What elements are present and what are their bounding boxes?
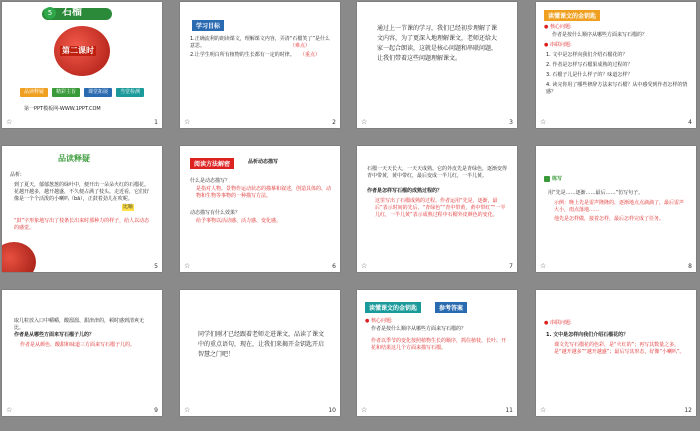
slide-star-icon: ☆: [540, 118, 547, 126]
slide-star-icon: ☆: [361, 118, 368, 126]
pomegranate-corner-image: [2, 242, 36, 272]
slide-thumbnail-4[interactable]: [536, 2, 696, 128]
slide-number: 9: [154, 407, 158, 414]
slide-star-icon: ☆: [361, 262, 368, 270]
button-tuozhan[interactable]: 课堂拓展: [84, 88, 112, 97]
practice-line-2: 示例：晚上先是雷声隆隆的，逐渐地点点滴滴了，最后雷声大小，雨点落地……: [554, 200, 685, 213]
slide-thumbnail-1[interactable]: [2, 2, 162, 128]
slide-number: 11: [505, 407, 513, 414]
slide-title: 石榴: [62, 7, 82, 18]
pencil-icon: [544, 176, 550, 182]
objective-tag-2: （重点）: [300, 52, 321, 58]
slide-star-icon: ☆: [540, 406, 547, 414]
slide-thumbnail-6[interactable]: [180, 146, 340, 272]
button-pindu[interactable]: 品读释疑: [20, 88, 48, 97]
practice-line-3: 他先是怎样做，接着怎样，最后怎样完成了任务。: [554, 216, 665, 222]
period-label: 第二课时: [62, 46, 94, 55]
analysis-note: “鼓”字形象地写出了枝条长出来时那种力的样子，给人以动态的感觉。: [14, 218, 150, 231]
chain-label: ● 串联问题:: [544, 320, 572, 326]
slide-thumbnail-5[interactable]: [2, 146, 162, 272]
slide-number: 2: [332, 119, 336, 126]
slide-number: 6: [332, 263, 336, 270]
chain-item-1: 1. 文中是怎样向我们介绍石榴花的？: [546, 52, 628, 58]
slide-thumbnail-7[interactable]: [357, 146, 517, 272]
slide-number: 10: [328, 407, 336, 414]
answer: 这里写出了石榴成熟的过程。作者运用“先是，逐渐，最后”表示时间的先后，“青绿色”“青中带黄，黄中带红”“一半儿红，一半儿黄”表示成熟过程中石榴外皮颜色的变化。: [375, 198, 506, 218]
chain-label: ● 串联问题:: [544, 42, 572, 48]
objective-tag-1: （难点）: [290, 43, 311, 49]
slide-star-icon: ☆: [540, 262, 547, 270]
slide-number: 7: [509, 263, 513, 270]
analysis-label: 品析:: [10, 172, 22, 178]
button-jiance[interactable]: 当堂检测: [116, 88, 144, 97]
answer-2: 给予事物以活动感、活力感、变化感。: [196, 218, 282, 224]
button-jingcai[interactable]: 精彩主旨: [52, 88, 80, 97]
chain-answer: 课文先写石榴花的色彩，是“火红的”；再写其数量之多，是“越开越多”“越开越盛”；最后写其形态，好像“小喇叭”。: [554, 342, 685, 355]
chain-item-4: 4. 读完你用了哪些修辞方法来写石榴？从中感受到作者怎样的情感？: [546, 82, 688, 95]
question: 作者是从哪些方面来写石榴子儿的？: [14, 332, 95, 338]
chain-item-2: 2. 作者是怎样写石榴果成熟的过程的？: [546, 62, 633, 68]
slide-number: 3: [509, 119, 513, 126]
slide-number: 8: [688, 263, 692, 270]
slide-thumbnail-3[interactable]: [357, 2, 517, 128]
section-label: 阅读方法解密: [190, 158, 234, 169]
practice-badge: 练写: [552, 176, 563, 182]
slide-star-icon: ☆: [184, 406, 191, 414]
section-label: 学习目标: [192, 20, 224, 31]
core-question: 作者是按什么顺序从哪些方面来写石榴的？: [552, 32, 648, 38]
slide-thumbnail-8[interactable]: [536, 146, 696, 272]
question-1: 什么是动态描写？: [190, 178, 231, 184]
section-label: 读懂课文的金钥匙: [544, 10, 600, 21]
slide-star-icon: ☆: [6, 118, 13, 126]
slide-thumbnail-12[interactable]: [536, 290, 696, 416]
intro-text: 通过上一节课的学习，我们已经初步理解了课文内容，为了更深入地理解课文，老师还给大家一起合朗读，这就是核心问题和串联问题，让我们带着这些问题理解课文。: [377, 25, 498, 62]
objective-line-1: 1.正确流利的朗读课文，理解课文内容，弄清“石榴笑了”是什么意思。: [190, 36, 330, 49]
objective-line-2: 2.让学生明白所有植物的生长都有一定的时律。: [190, 52, 295, 58]
slide-thumbnail-11[interactable]: [357, 290, 517, 416]
slide-star-icon: ☆: [184, 118, 191, 126]
core-question: 作者是按什么顺序从哪些方面来写石榴的？: [371, 326, 467, 332]
section-label: 读懂课文的金钥匙: [365, 302, 421, 313]
core-answer: 作者以季节的变化按照植物生长的顺序，抓住植枝、长叶、开花和结果这几个方面来描写石榴。: [371, 338, 507, 351]
question: 作者是怎样写石榴的成熟过程的？: [367, 188, 443, 194]
rhetoric-tag: 比喻: [123, 204, 134, 210]
source-paragraph: 取几粒放入口中嚼嚼，酸溜溜、甜津津的，顿时感到清爽无比。: [14, 318, 145, 331]
slide-number: 4: [688, 119, 692, 126]
slide-star-icon: ☆: [184, 262, 191, 270]
reference-answer-tag: 参考答案: [435, 302, 467, 313]
chain-item-3: 3. 石榴子儿是什么样子的？味道怎样？: [546, 72, 633, 78]
slide-number: 5: [154, 263, 158, 270]
question-2: 动态描写有什么效果？: [190, 210, 241, 216]
slide-thumbnail-9[interactable]: [2, 290, 162, 416]
source-paragraph: 石榴一天天长大，一天天成熟。它的外皮先是青绿色，逐渐变得青中带黄，黄中带红，最后变成一半儿红，一半儿黄。: [367, 166, 508, 179]
chain-question: 1. 文中是怎样向我们介绍石榴花的？: [546, 332, 629, 338]
practice-line-1: 用“先是……逐渐……最后……”仿写句子。: [548, 190, 644, 196]
slide-thumbnail-2[interactable]: [180, 2, 340, 128]
slide-number: 12: [684, 407, 692, 414]
core-label: ● 核心问题:: [365, 318, 393, 324]
core-label: ● 核心问题:: [544, 24, 572, 30]
slide-star-icon: ☆: [361, 406, 368, 414]
section-subtitle: 品析动态描写: [248, 159, 279, 165]
answer-1: 是指对人物、景物作运动状态的描摹和叙述，创造具体的、动物和生物等事物的一种描写方法。: [196, 186, 332, 199]
transition-text: 同学们刚才已经跟着老师走进课文，品读了课文中的重点语句，现在，让我们来揭开金钥匙开启智慧之门吧！: [198, 331, 325, 358]
footer-text: 第一PPT模板网-WWW.1PPT.COM: [24, 106, 101, 112]
analysis-paragraph: 到了夏天，郁郁葱葱的绿叶中，便开出一朵朵火红的石榴花。花越开越多，越开越盛，不久便占满了枝头。走近看，它们好像是一个个活泼的小喇叭（bā），正鼓着劲儿在吹呢。: [14, 182, 150, 202]
slide-thumbnail-10[interactable]: [180, 290, 340, 416]
answer: 作者是从颜色、酸甜和味道三方面来写石榴子儿的。: [20, 342, 136, 348]
slide-number: 1: [154, 119, 158, 126]
slide-star-icon: ☆: [6, 406, 13, 414]
section-title: 品读释疑: [58, 154, 90, 163]
lesson-number-badge: 5: [44, 7, 56, 19]
